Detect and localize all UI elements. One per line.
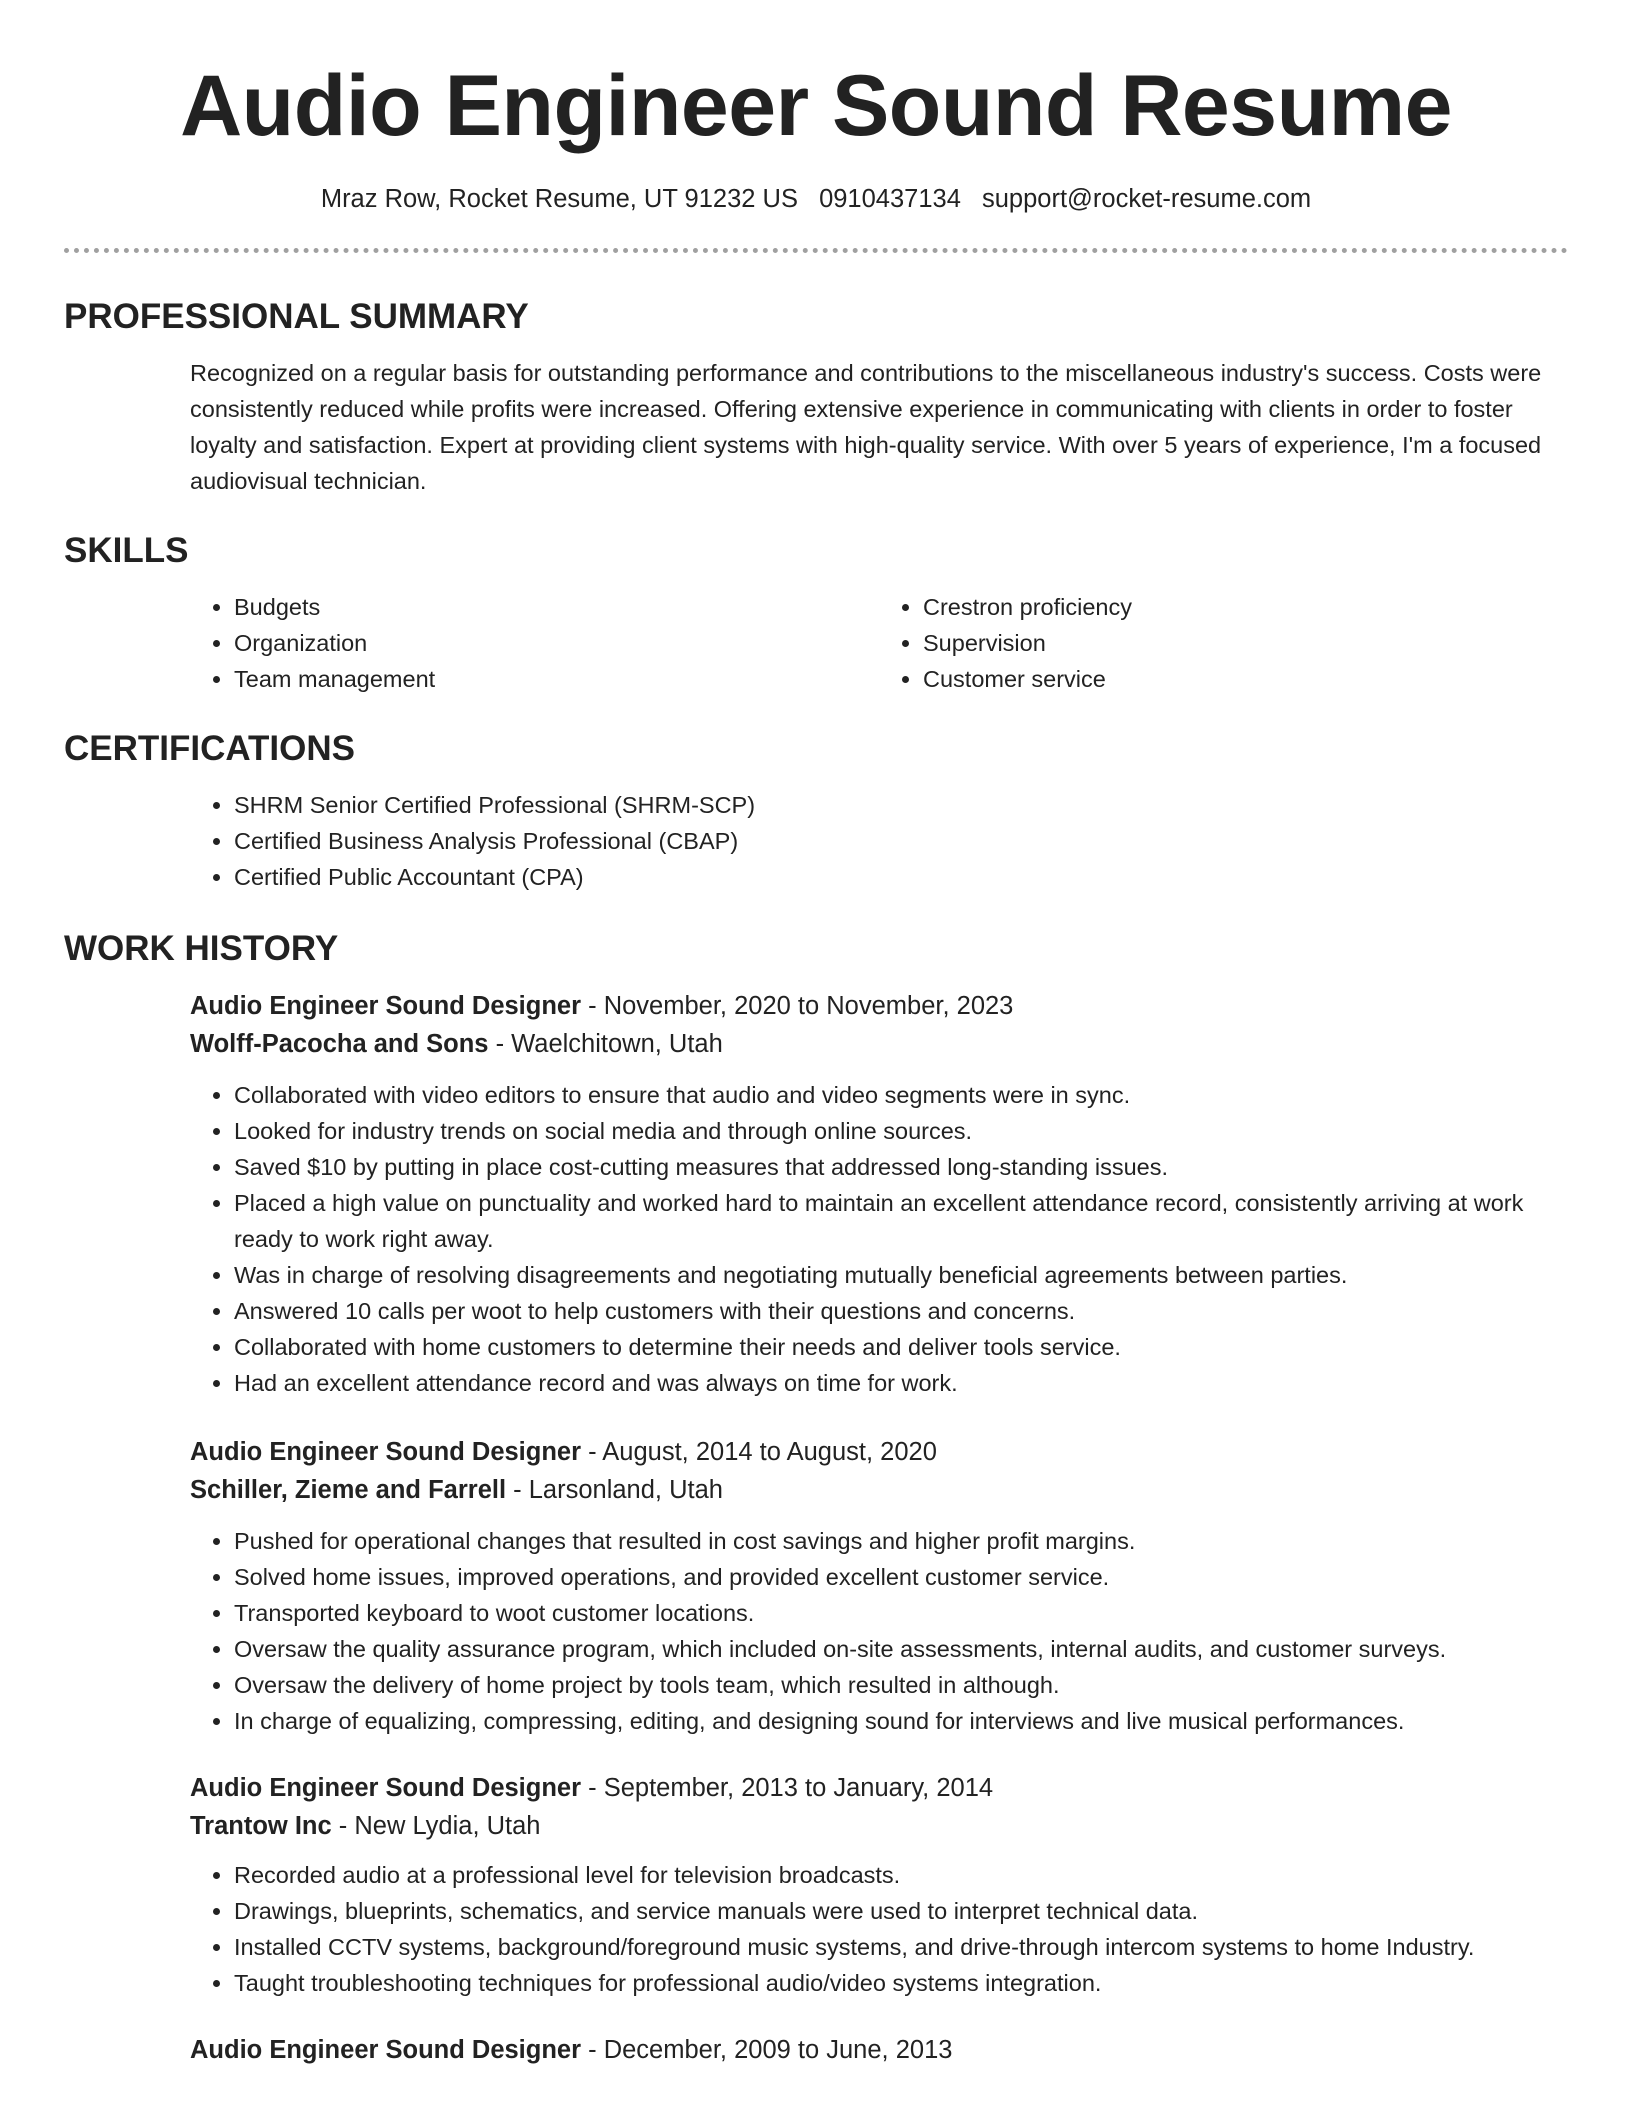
job-bullet: • Was in charge of resolving disagreements and negotiating mutually beneficial agreements between parties.: [234, 1257, 1568, 1293]
job-bullet: • Recorded audio at a professional level for television broadcasts.: [234, 1857, 1568, 1893]
job-company: Schiller, Zieme and Farrell: [190, 1476, 507, 1504]
job-role: Audio Engineer Sound Designer: [190, 1438, 582, 1466]
job-dates: - August, 2014 to August, 2020: [581, 1438, 937, 1466]
job-bullet: • Answered 10 calls per woot to help customers with their questions and concerns.: [234, 1293, 1568, 1329]
job-bullet: • Installed CCTV systems, background/foreground music systems, and drive-through intercom systems to home Industry.: [234, 1929, 1568, 1965]
work-history-heading: WORK HISTORY: [64, 929, 339, 968]
skill-item: • Team management: [234, 661, 879, 697]
job-title-line: [190, 987, 1568, 1025]
resume-page: [64, 0, 1568, 2069]
certification-item: • Certified Business Analysis Professional (CBAP): [234, 823, 1568, 859]
job-company-line: [190, 1471, 1568, 1509]
job-bullet: • Oversaw the delivery of home project by tools team, which resulted in although.: [234, 1667, 1568, 1703]
job-dates: - December, 2009 to June, 2013: [581, 2036, 953, 2064]
job-bullet: • Transported keyboard to woot customer locations.: [234, 1595, 1568, 1631]
job-entry: [190, 987, 1568, 1401]
skill-item: • Supervision: [923, 625, 1568, 661]
job-title-line: [190, 1433, 1568, 1471]
job-bullet: • Saved $10 by putting in place cost-cutting measures that addressed long-standing issues.: [234, 1149, 1568, 1185]
job-bullet: • Looked for industry trends on social media and through online sources.: [234, 1113, 1568, 1149]
contact-address: Mraz Row, Rocket Resume, UT 91232 US: [320, 185, 798, 213]
skills-column-2: [879, 589, 1568, 697]
skills-heading: SKILLS: [64, 531, 189, 570]
certification-item: • SHRM Senior Certified Professional (SHRM-SCP): [234, 787, 1568, 823]
summary-text: Recognized on a regular basis for outstanding performance and contributions to the miscellaneous industry's success. Costs were consistently reduced while profits were increased. Offering extensive experience in communicating with clients in order to foster loyalty and satisfaction. Expert at providing client systems with high-quality service. With over 5 years of experience, I'm a focused audiovisual technician.: [190, 360, 1542, 494]
job-bullet: • Collaborated with home customers to determine their needs and deliver tools service.: [234, 1329, 1568, 1365]
job-entry: [190, 1433, 1568, 1739]
summary-heading: PROFESSIONAL SUMMARY: [64, 297, 529, 336]
resume-title: Audio Engineer Sound Resume: [180, 58, 1452, 154]
job-bullet: • Oversaw the quality assurance program, which included on-site assessments, internal audits, and customer surveys.: [234, 1631, 1568, 1667]
skill-item: • Crestron proficiency: [923, 589, 1568, 625]
job-bullets: [190, 1857, 1568, 2001]
job-role: Audio Engineer Sound Designer: [190, 992, 582, 1020]
job-location: - New Lydia, Utah: [331, 1812, 541, 1840]
job-company: Wolff-Pacocha and Sons: [190, 1030, 489, 1058]
job-bullet: • Collaborated with video editors to ensure that audio and video segments were in sync.: [234, 1077, 1568, 1113]
contact-email: support@rocket-resume.com: [981, 185, 1312, 213]
job-location: - Waelchitown, Utah: [488, 1030, 723, 1058]
job-role: Audio Engineer Sound Designer: [190, 1774, 582, 1802]
job-company-line: [190, 1807, 1568, 1845]
skills-list: [190, 589, 1568, 697]
job-company-line: [190, 1025, 1568, 1063]
job-role: Audio Engineer Sound Designer: [190, 2036, 582, 2064]
job-bullets: [190, 1077, 1568, 1401]
job-location: - Larsonland, Utah: [506, 1476, 723, 1504]
job-bullet: • Taught troubleshooting techniques for professional audio/video systems integration.: [234, 1965, 1568, 2001]
header-divider: [64, 248, 1568, 253]
job-entry: [190, 1769, 1568, 2001]
job-bullet: • Solved home issues, improved operations, and provided excellent customer service.: [234, 1559, 1568, 1595]
job-bullet: • Had an excellent attendance record and was always on time for work.: [234, 1365, 1568, 1401]
job-dates: - November, 2020 to November, 2023: [581, 992, 1014, 1020]
job-title-line: [190, 1769, 1568, 1807]
skills-column-1: [190, 589, 879, 697]
job-bullet: • In charge of equalizing, compressing, editing, and designing sound for interviews and live musical performances.: [234, 1703, 1568, 1739]
contact-line: [64, 182, 1568, 216]
job-entry: [190, 2031, 1568, 2069]
skill-item: • Organization: [234, 625, 879, 661]
job-bullet: • Drawings, blueprints, schematics, and service manuals were used to interpret technical data.: [234, 1893, 1568, 1929]
contact-phone: 0910437134: [819, 185, 961, 213]
job-company: Trantow Inc: [190, 1812, 332, 1840]
job-bullet: • Placed a high value on punctuality and worked hard to maintain an excellent attendance record, consistently arriving at work ready to work right away.: [234, 1185, 1568, 1257]
skill-item: • Customer service: [923, 661, 1568, 697]
job-dates: - September, 2013 to January, 2014: [581, 1774, 994, 1802]
job-title-line: [190, 2031, 1568, 2069]
certification-item: • Certified Public Accountant (CPA): [234, 859, 1568, 895]
job-bullets: [190, 1523, 1568, 1739]
job-bullet: • Pushed for operational changes that resulted in cost savings and higher profit margins.: [234, 1523, 1568, 1559]
certifications-heading: CERTIFICATIONS: [64, 729, 356, 768]
skill-item: • Budgets: [234, 589, 879, 625]
certifications-list: [190, 787, 1568, 895]
